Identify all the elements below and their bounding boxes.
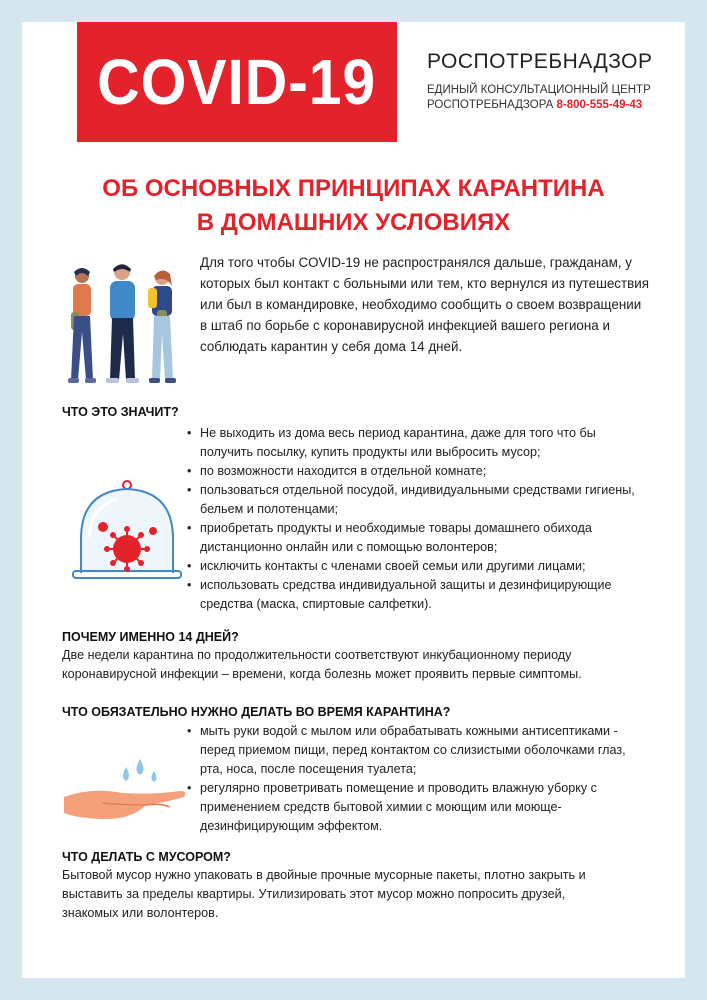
title-line1: ОБ ОСНОВНЫХ ПРИНЦИПАХ КАРАНТИНА [102,175,605,202]
hand-water-icon [62,757,192,829]
list-item: • регулярно проветривать помещение и проводить влажную уборку с применением средств бытовой химии с моющим или моюще-дезинфицирующим эффектом. [187,779,647,836]
intro-paragraph: Для того чтобы COVID-19 не распространялся дальше, гражданам, у которых был контакт с больными или тем, кто вернулся из путешествия или был в командировке, необходимо сообщить о своем возвращении в штаб по борьбе с коронавирусной инфекцией вашего региона и соблюдать карантин у себя дома 14 дней. [200,255,649,354]
poster-sheet [22,22,685,978]
list-item: • приобретать продукты и необходимые товары домашнего обихода дистанционно онлайн или с помощью волонтеров; [187,519,647,557]
must-heading: ЧТО ОБЯЗАТЕЛЬНО НУЖНО ДЕЛАТЬ ВО ВРЕМЯ КАРАНТИНА? [62,705,451,719]
center-line2-text: РОСПОТРЕБНАДЗОРА [427,99,554,111]
14days-heading: ПОЧЕМУ ИМЕННО 14 ДНЕЙ? [62,630,239,644]
trash-text: Бытовой мусор нужно упаковать в двойные прочные мусорные пакеты, плотно закрыть и выставить за пределы квартиры. Утилизировать этот мусор можно попросить друзей, знакомых или волонтеров. [62,868,586,920]
banner-title: COVID-19 [97,46,377,118]
14days-text: Две недели карантина по продолжительности соответствуют инкубационному периоду коронавирусной инфекции – времени, когда болезнь может проявить первые симптомы. [62,648,582,681]
center-line1: ЕДИНЫЙ КОНСУЛЬТАЦИОННЫЙ ЦЕНТР [427,84,651,96]
trash-heading: ЧТО ДЕЛАТЬ С МУСОРОМ? [62,850,231,864]
organization-block [427,50,667,113]
list-item: • по возможности находится в отдельной комнате; [187,462,647,481]
list-item: • мыть руки водой с мылом или обрабатывать кожными антисептиками - перед приемом пищи, перед контактом со слизистыми оболочками глаз, рта, носа, после посещения туалета; [187,722,647,779]
center-line2 [427,98,667,113]
meaning-heading: ЧТО ЭТО ЗНАЧИТ? [62,405,179,419]
phone-number: 8-800-555-49-43 [556,99,643,111]
covid-banner [77,22,397,142]
list-item: • пользоваться отдельной посудой, индивидуальными средствами гигиены, бельем и полотенцами; [187,481,647,519]
must-list [187,722,647,836]
list-item: • исключить контакты с членами своей семьи или другими лицами; [187,557,647,576]
title-line2: В ДОМАШНИХ УСЛОВИЯХ [196,209,511,236]
page-title [22,172,685,240]
people-illustration [62,262,187,387]
list-item: • использовать средства индивидуальной защиты и дезинфицирующие средства (маска, спиртовые салфетки). [187,576,647,614]
list-item: • Не выходить из дома весь период карантина, даже для того что бы получить посылку, купить продукты или выбросить мусор; [187,424,647,462]
consult-center [427,83,667,113]
virus-dome-icon [67,477,187,587]
org-name: РОСПОТРЕБНАДЗОР [427,50,653,73]
meaning-list [187,424,647,614]
